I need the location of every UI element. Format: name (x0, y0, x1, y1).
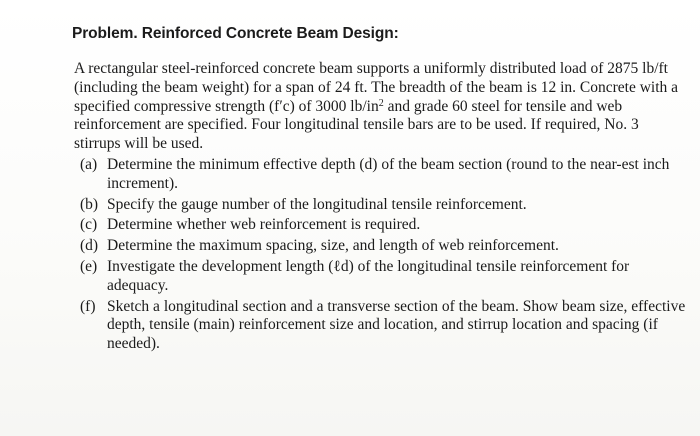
task-letter: (d) (80, 237, 99, 255)
task-text: Investigate the development length (ℓd) of the longitudinal tensile reinforcement for adequacy. (107, 257, 630, 294)
statement-part-1: A rectangular steel-reinforced concrete beam supports a uniformly distributed load of 2875 lb/ft (including the beam weight) for a span of 24 ft. The breadth of the beam is 12 in. Concrete with a specified compressive strength ( (74, 60, 679, 115)
task-item-c (74, 216, 688, 235)
task-item-b (74, 196, 688, 215)
task-list (74, 156, 688, 354)
task-item-a (74, 156, 688, 194)
task-text: Determine whether web reinforcement is required. (107, 216, 421, 234)
statement-part-2: ) of 3000 lb/in (289, 97, 379, 115)
task-letter: (f) (80, 297, 96, 315)
task-text: Specify the gauge number of the longitudinal tensile reinforcement. (107, 195, 527, 213)
problem-statement (74, 60, 688, 154)
task-letter: (e) (80, 257, 98, 275)
fc-symbol: f′c (274, 97, 290, 115)
task-text: Sketch a longitudinal section and a transverse section of the beam. Show beam size, effective depth, tensile (main) reinforcement size and location, and stirrup location and spacing (if needed). (107, 297, 686, 353)
squared-superscript: 2 (378, 97, 384, 109)
task-item-f (74, 298, 688, 354)
task-letter: (b) (80, 195, 99, 213)
task-letter: (c) (80, 216, 98, 234)
statement-part-3: and grade 60 steel for tensile and web reinforcement are specified. Four longitudinal tensile bars are to be used. If required, No. 3 stirrups will be used. (74, 97, 639, 153)
task-text: Determine the minimum effective depth (d) of the beam section (round to the near-est inch increment). (107, 155, 670, 192)
task-item-d (74, 237, 688, 256)
problem-title: Problem. Reinforced Concrete Beam Design: (72, 25, 399, 42)
task-letter: (a) (80, 155, 98, 173)
problem-body (74, 60, 688, 354)
task-text: Determine the maximum spacing, size, and length of web reinforcement. (107, 237, 559, 255)
task-item-e (74, 258, 688, 296)
